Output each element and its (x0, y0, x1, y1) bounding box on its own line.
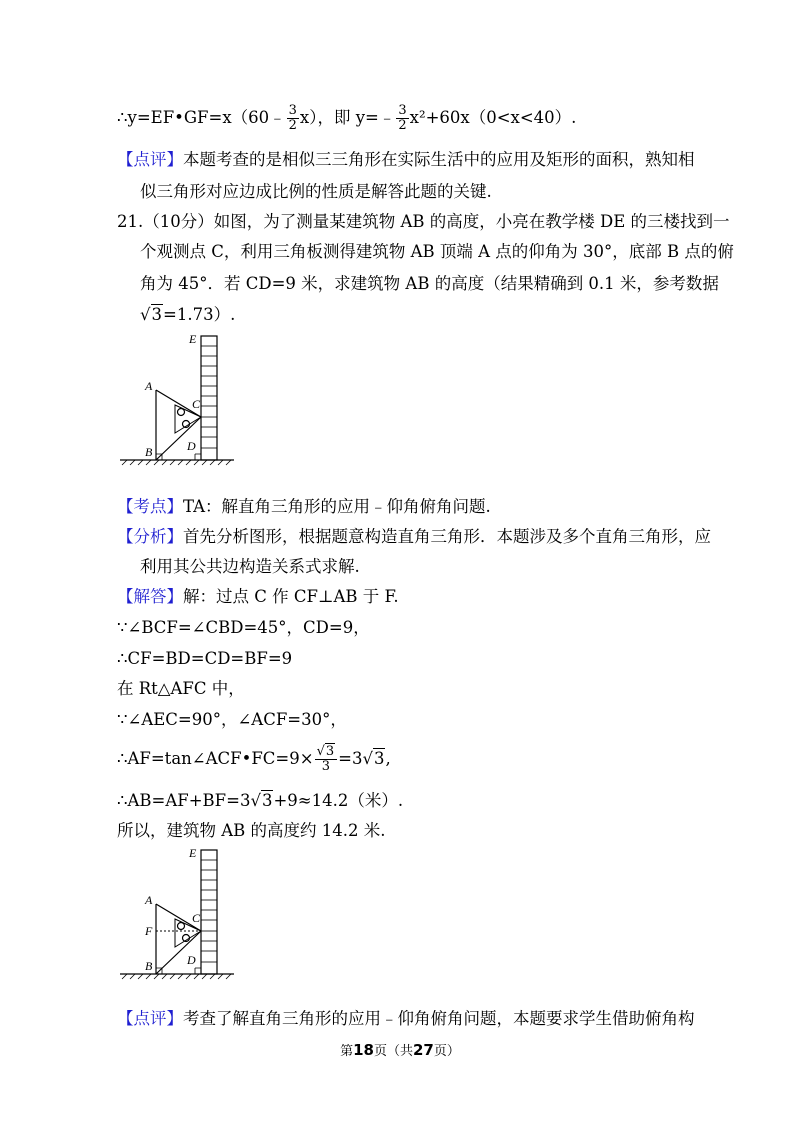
sqrt-symbol: √ (140, 305, 151, 324)
fraction-denominator: 2 (398, 118, 407, 133)
fraction (315, 745, 338, 774)
solution-step (117, 678, 245, 700)
label-c: C (192, 397, 201, 411)
step-text: ∴CF=BD=CD=BF=9 (117, 649, 293, 668)
formula-mid: x），即 y=﹣ (299, 108, 396, 127)
comment-line (117, 1008, 695, 1030)
building-de (201, 336, 217, 460)
fraction-numerator: 3 (398, 103, 407, 118)
ruler-hole (178, 409, 185, 416)
label-f: F (145, 924, 153, 938)
formula-suffix: +9≈14.2（米）. (273, 791, 404, 810)
problem-line (140, 304, 235, 326)
jieda-line (117, 586, 399, 608)
fraction (287, 104, 299, 133)
label-d: D (187, 953, 196, 967)
label-c: C (192, 911, 201, 925)
problem-text: 个观测点 C，利用三角板测得建筑物 AB 顶端 A 点的仰角为 30°，底部 B 点的俯 (140, 242, 734, 261)
sqrt-radicand: 3 (261, 791, 273, 810)
step-text: ∵∠AEC=90°，∠ACF=30°， (117, 710, 347, 729)
comment-line (140, 181, 492, 203)
formula-prefix: ∴AB=AF+BF=3 (117, 791, 251, 810)
label-b: B (145, 959, 153, 973)
comment-text: 本题考查的是相似三三角形在实际生活中的应用及矩形的面积，熟知相 (183, 150, 695, 169)
fenxi-text: 利用其公共边构造关系式求解. (140, 557, 360, 576)
comment-text: 似三角形对应边成比例的性质是解答此题的关键. (140, 182, 492, 201)
jieda-text: 解：过点 C 作 CF⊥AB 于 F. (183, 587, 399, 606)
formula-mid: =3 (338, 749, 363, 768)
solution-step (117, 709, 347, 731)
label-a: A (145, 379, 153, 393)
fraction-denominator: 3 (321, 759, 330, 774)
comment-line (117, 149, 695, 171)
building-floors (201, 860, 217, 962)
problem-line (140, 241, 734, 263)
problem-text: 角为 45°．若 CD=9 米，求建筑物 AB 的高度（结果精确到 0.1 米，参考数据 (140, 274, 719, 293)
fraction-numerator: 3 (288, 103, 297, 118)
step-text: ∵∠BCF=∠CBD=45°，CD=9， (117, 618, 370, 637)
ab-formula-line (117, 790, 403, 812)
problem-line (117, 211, 730, 233)
label-d: D (187, 439, 196, 453)
page-footer (0, 1040, 800, 1059)
kaodian-line (117, 496, 491, 518)
right-angle-mark (195, 454, 201, 460)
comment-text: 考查了解直角三角形的应用﹣仰角俯角问题，本题要求学生借助俯角构 (183, 1009, 695, 1028)
sqrt-symbol: √ (362, 749, 373, 768)
fenxi-line (140, 556, 360, 578)
label-e: E (189, 846, 197, 860)
building-floors (201, 346, 217, 448)
af-formula-line (117, 745, 391, 774)
fraction-denominator: 2 (288, 118, 297, 133)
sqrt-radicand: 3 (151, 305, 163, 324)
solution-step (117, 648, 292, 670)
formula-prefix: ∴y=EF•GF=x（60﹣ (117, 108, 286, 127)
footer-text: 页（共 (373, 1044, 413, 1059)
comment-tag: 【点评】 (117, 150, 183, 169)
page-number: 18 (353, 1041, 374, 1059)
ruler-hole (178, 923, 185, 930)
jieda-tag: 【解答】 (117, 587, 183, 606)
conclusion-text: 所以，建筑物 AB 的高度约 14.2 米. (117, 821, 386, 840)
right-angle-mark (195, 968, 201, 974)
fenxi-text: 首先分析图形，根据题意构造直角三角形．本题涉及多个直角三角形，应 (183, 527, 711, 546)
problem-line (140, 273, 719, 295)
conclusion (117, 820, 386, 842)
fenxi-line (117, 526, 711, 548)
step-text: 在 Rt△AFC 中， (117, 679, 245, 698)
label-b: B (145, 445, 153, 459)
label-a: A (145, 893, 153, 907)
footer-text: 第 (340, 1044, 354, 1059)
diagram-building-figure (118, 332, 238, 467)
fraction-numerator (315, 745, 338, 760)
formula-suffix: x²+60x（0<x<40）. (409, 108, 577, 127)
problem-text: =1.73）. (163, 305, 236, 324)
formula-line (117, 104, 576, 133)
ground-hatch (122, 974, 231, 979)
formula-prefix: ∴AF=tan∠ACF•FC=9× (117, 749, 314, 768)
formula-suffix: , (385, 749, 391, 768)
sqrt-radicand: 3 (325, 744, 335, 759)
label-e: E (189, 332, 197, 346)
problem-text: 21.（10分）如图，为了测量某建筑物 AB 的高度，小亮在教学楼 DE 的三楼找到一 (117, 212, 730, 231)
diagram-building-figure-with-f (118, 846, 238, 981)
fraction (396, 104, 408, 133)
sqrt-radicand: 3 (373, 749, 385, 768)
sqrt-symbol: √ (250, 791, 261, 810)
comment-tag: 【点评】 (117, 1009, 183, 1028)
kaodian-tag: 【考点】 (117, 497, 183, 516)
fenxi-tag: 【分析】 (117, 527, 183, 546)
ground-hatch (122, 460, 231, 465)
building-de (201, 850, 217, 974)
solution-step (117, 617, 370, 639)
sqrt-symbol: √ (316, 744, 325, 759)
footer-text: 页） (433, 1044, 460, 1059)
page-total: 27 (413, 1041, 434, 1059)
kaodian-text: TA：解直角三角形的应用﹣仰角俯角问题. (183, 497, 491, 516)
